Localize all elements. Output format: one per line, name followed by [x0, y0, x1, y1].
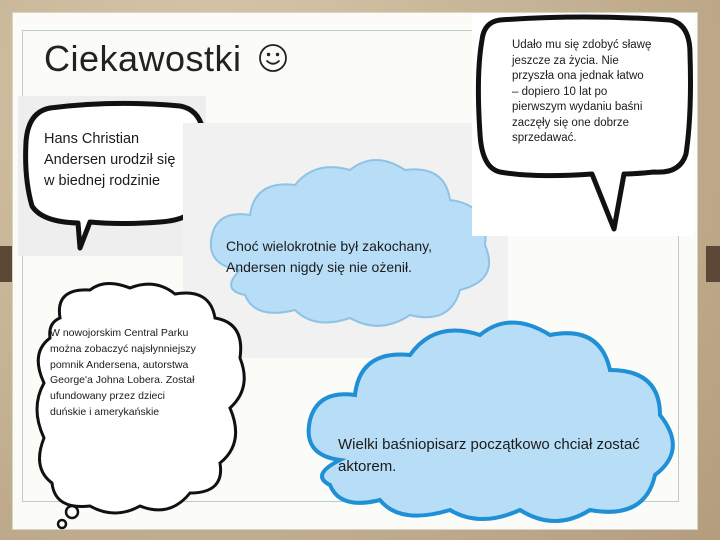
right-tab — [706, 246, 720, 282]
monument-text: W nowojorskim Central Parku można zobaczyć najsłynniejszy pomnik Andersena, autorstwa George'a Johna Lobera. Został ufundowany przez dzieci duńskie i amerykańskie — [50, 327, 196, 418]
title-text: Ciekawostki — [44, 38, 242, 79]
smiley-icon — [258, 40, 288, 82]
love-text: Choć wielokrotnie był zakochany, Andersen nigdy się nie ożenił. — [226, 238, 432, 275]
actor-text: Wielki baśniopisarz początkowo chciał zostać aktorem. — [338, 436, 640, 475]
actor-cloud — [300, 310, 690, 532]
fame-text: Udało mu się zdobyć sławę jeszcze za życia. Nie przyszła ona jednak łatwo – dopiero 10 lat po pierwszym wydaniu baśni zaczęły się one dobrze sprzedawać. — [512, 39, 652, 144]
page-title — [44, 38, 288, 82]
birth-text: Hans Christian Andersen urodził się w biednej rodzinie — [44, 131, 176, 189]
